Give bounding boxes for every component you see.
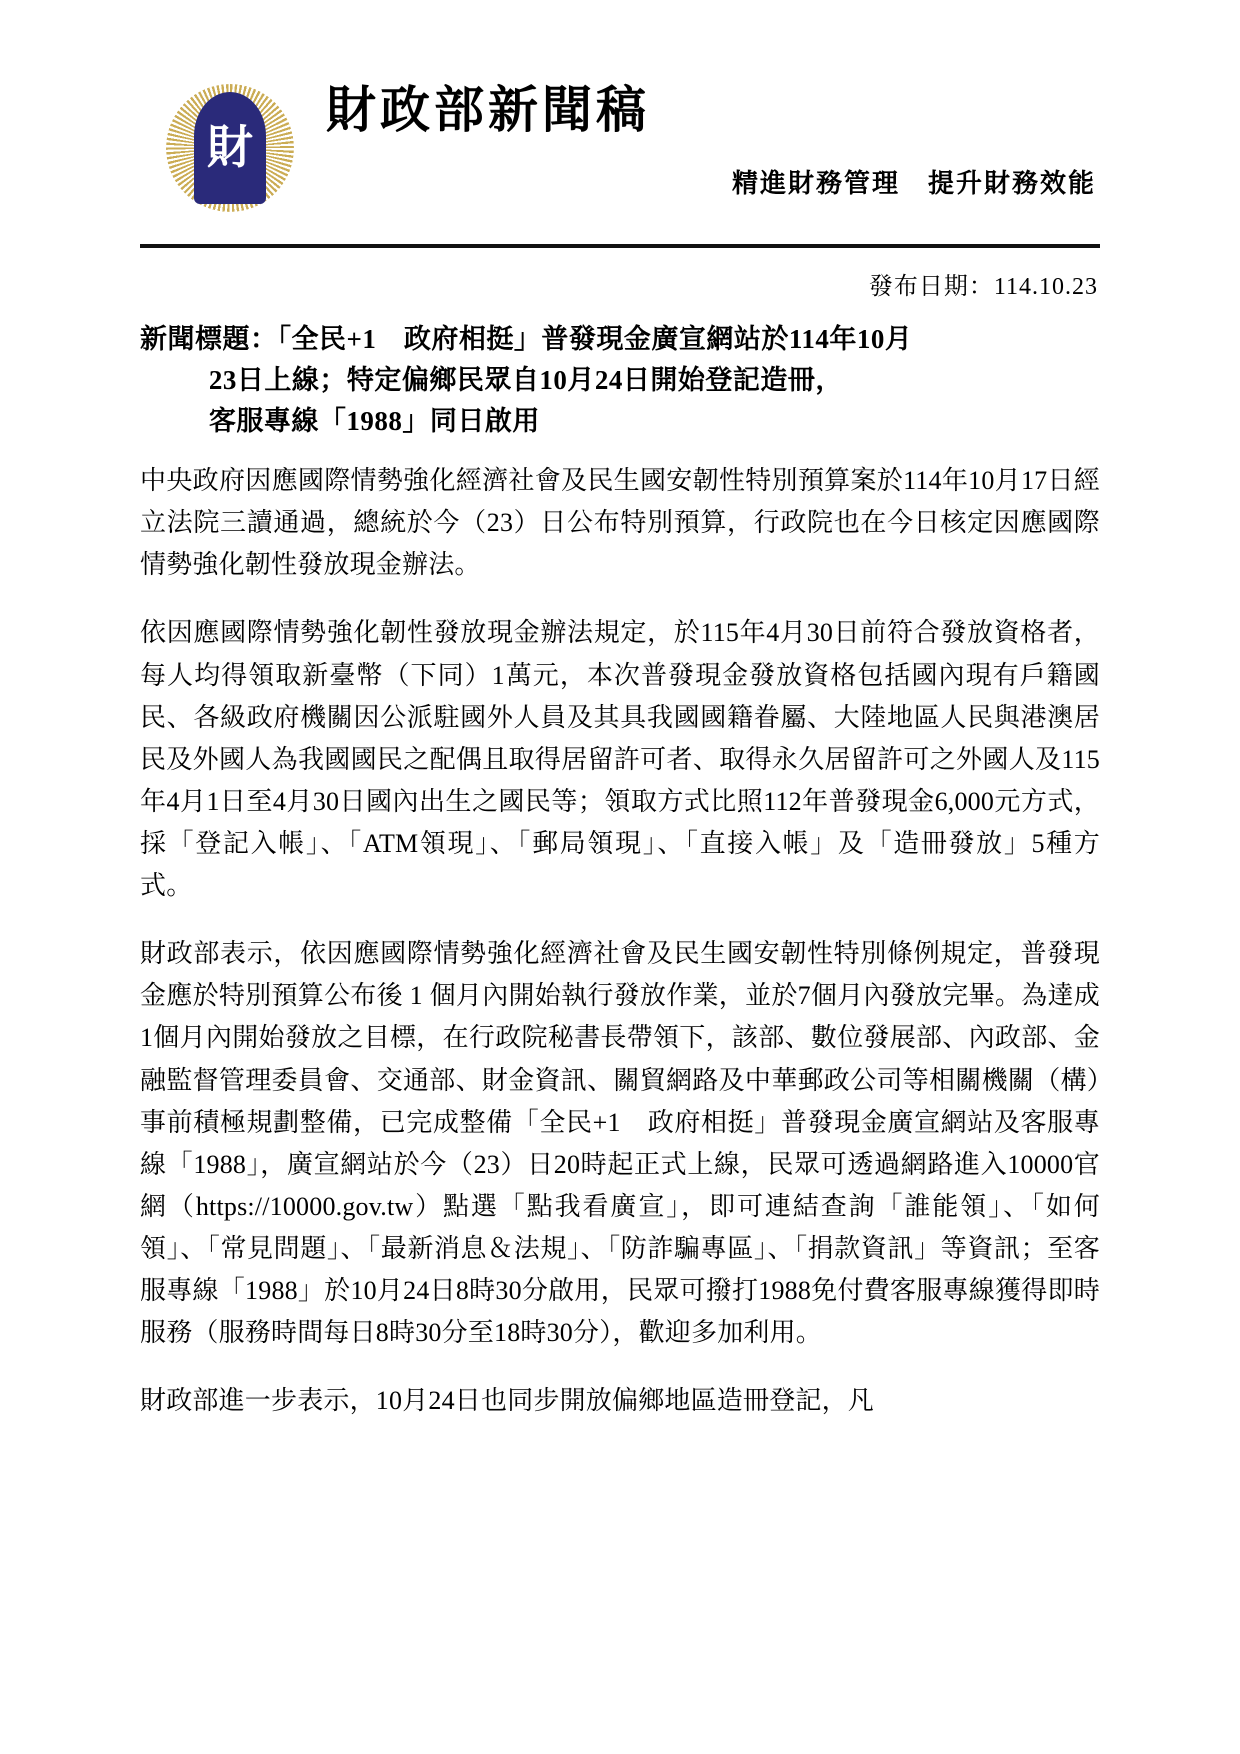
- body-paragraph-3: 財政部表示，依因應國際情勢強化經濟社會及民生國安韌性特別條例規定，普發現金應於特別預算公布後 1 個月內開始執行發放作業，並於7個月內發放完畢。為達成1個月內開始發放之目標，在行政院秘書長帶領下，該部、數位發展部、內政部、金融監督管理委員會、交通部、財金資訊、關貿網路及中華郵政公司等相關機關（構）事前積極規劃整備，已完成整備「全民+1 政府相挺」普發現金廣宣網站及客服專線「1988」，廣宣網站於今（23）日20時起正式上線，民眾可透過網路進入10000官網（https://10000.gov.tw）點選「點我看廣宣」，即可連結查詢「誰能領」、「如何領」、「常見問題」、「最新消息＆法規」、「防詐騙專區」、「捐款資訊」等資訊；至客服專線「1988」於10月24日8時30分啟用，民眾可撥打1988免付費客服專線獲得即時服務（服務時間每日8時30分至18時30分），歡迎多加利用。: [140, 939, 1100, 1348]
- header-divider: [140, 244, 1100, 248]
- headline-line-3: 客服專線「1988」同日啟用: [208, 406, 540, 437]
- body-paragraph-4: 財政部進一步表示，10月24日也同步開放偏鄉地區造冊登記，凡: [140, 1386, 875, 1416]
- headline-line-2: 23日上線；特定偏鄉民眾自10月24日開始登記造冊，: [208, 365, 843, 396]
- emblem-glyph: 財: [207, 122, 253, 173]
- page-title: 財政部新聞稿: [326, 82, 650, 138]
- headline-line-1: [140, 319, 1100, 360]
- body-paragraph-2: 依因應國際情勢強化韌性發放現金辦法規定，於115年4月30日前符合發放資格者，每人均得領取新臺幣（下同）1萬元，本次普發現金發放資格包括國內現有戶籍國民、各級政府機關因公派駐國外人員及其具我國國籍眷屬、大陸地區人民與港澳居民及外國人為我國國民之配偶且取得居留許可者、取得永久居留許可之外國人及115年4月1日至4月30日國內出生之國民等；領取方式比照112年普發現金6,000元方式，採「登記入帳」、「ATM領現」、「郵局領現」、「直接入帳」及「造冊發放」5種方式。: [140, 618, 1100, 901]
- publish-date: 發布日期：114.10.23: [868, 274, 1098, 300]
- headline-text-1: 「全民+1 政府相挺」普發現金廣宣網站於114年10月: [277, 324, 913, 354]
- title-block: [300, 78, 1100, 200]
- body-paragraph-1: 中央政府因應國際情勢強化經濟社會及民生國安韌性特別預算案於114年10月17日經立法院三讀通過，總統於今（23）日公布特別預算，行政院也在今日核定因應國際情勢強化韌性發放現金辦法。: [140, 466, 1100, 580]
- page-subtitle: 精進財務管理 提升財務效能: [731, 168, 1096, 198]
- masthead: [140, 0, 1100, 228]
- headline-label: 新聞標題：: [140, 324, 278, 354]
- ministry-emblem-icon: [160, 78, 300, 228]
- headline: [140, 319, 1100, 442]
